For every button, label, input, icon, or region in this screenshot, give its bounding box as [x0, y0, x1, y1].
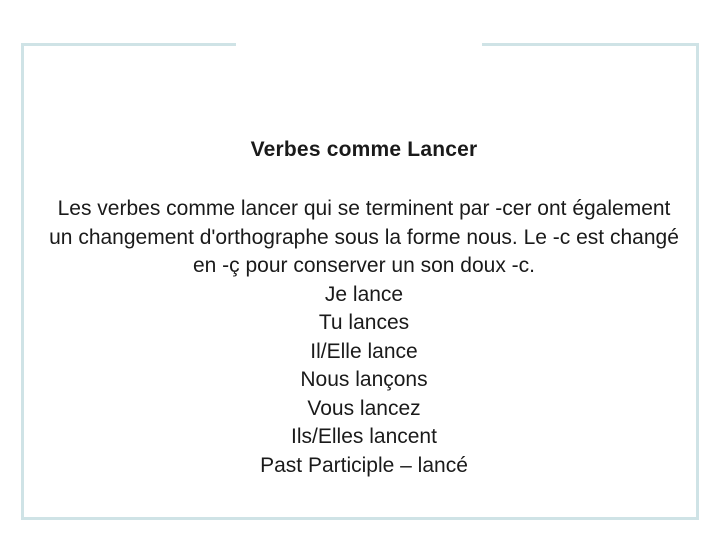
conjugation-nous: Nous lançons	[300, 368, 428, 391]
conjugation-je: Je lance	[324, 282, 404, 306]
slide-body	[48, 195, 680, 480]
past-participle: Past Participle – lancé	[260, 453, 468, 477]
frame-top-gap	[236, 40, 482, 49]
conjugation-ils-elles: Ils/Elles lancent	[291, 425, 437, 448]
intro-paragraph: Les verbes comme lancer qui se terminent par -cer ont également un changement d'orthographe sous la forme nous. Le -c est changé en -ç pour conserver un son doux -c.	[49, 197, 679, 277]
conjugation-il-elle: Il/Elle lance	[310, 339, 418, 363]
slide-title: Verbes comme Lancer	[250, 138, 478, 161]
conjugation-tu: Tu lances	[318, 311, 410, 334]
conjugation-vous: Vous lancez	[307, 396, 421, 420]
